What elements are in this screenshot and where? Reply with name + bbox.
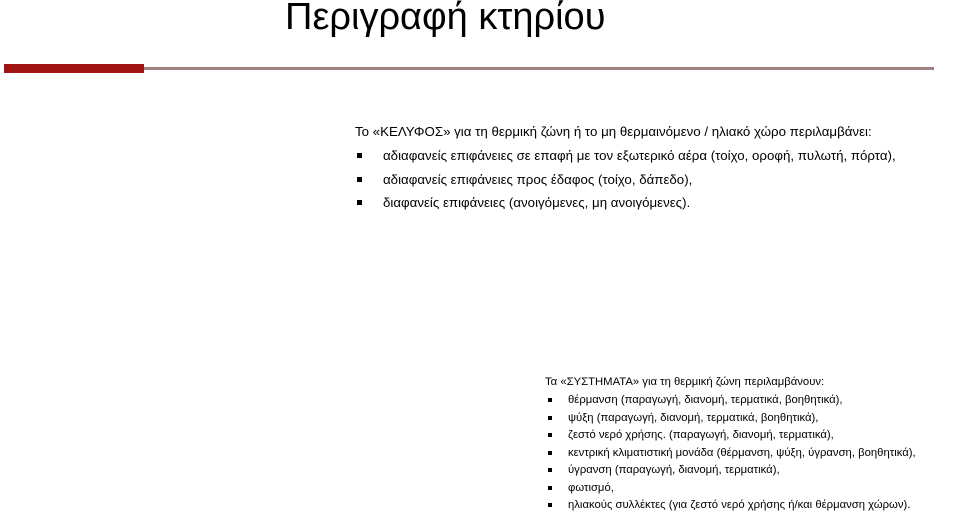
square-bullet-icon [548,486,552,490]
square-bullet-icon [548,398,552,402]
list-item-text: ζεστό νερό χρήσης. (παραγωγή, διανομή, τερματικά), [568,429,834,441]
square-bullet-icon [548,451,552,455]
list-item [545,393,916,411]
page-title: Περιγραφή κτηρίου [285,0,606,38]
divider-accent-block [4,64,144,73]
list-item [545,446,916,464]
square-bullet-icon [548,433,552,437]
list-item [355,194,896,218]
envelope-section [355,123,896,218]
list-item-text: διαφανείς επιφάνειες (ανοιγόμενες, μη ανοιγόμενες). [383,195,691,210]
list-item [355,147,896,171]
square-bullet-icon [548,416,552,420]
square-bullet-icon [357,200,362,205]
envelope-list [355,147,896,218]
list-item-text: αδιαφανείς επιφάνειες σε επαφή με τον εξωτερικό αέρα (τοίχο, οροφή, πυλωτή, πόρτα), [383,148,896,163]
list-item [545,481,916,499]
list-item [545,498,916,516]
list-item [355,171,896,195]
square-bullet-icon [357,153,362,158]
list-item-text: κεντρική κλιματιστική μονάδα (θέρμανση, ψύξη, ύγρανση, βοηθητικά), [568,446,916,459]
list-item-text: θέρμανση (παραγωγή, διανομή, τερματικά, βοηθητικά), [568,394,843,406]
systems-list [545,393,916,516]
list-item-text: ψύξη (παραγωγή, διανομή, τερματικά, βοηθητικά), [568,411,819,424]
list-item-text: ύγρανση (παραγωγή, διανομή, τερματικά), [568,464,780,476]
list-item-text: αδιαφανείς επιφάνειες προς έδαφος (τοίχο, δάπεδο), [383,171,693,187]
list-item-text: ηλιακούς συλλέκτες (για ζεστό νερό χρήσης ή/και θέρμανση χώρων). [568,499,911,511]
envelope-intro: Το «ΚΕΛΥΦΟΣ» για τη θερμική ζώνη ή το μη θερμαινόμενο / ηλιακό χώρο περιλαμβάνει: [355,124,872,139]
square-bullet-icon [357,177,362,182]
square-bullet-icon [548,503,552,507]
list-item [545,463,916,481]
systems-intro: Τα «ΣΥΣΤΗΜΑΤΑ» για τη θερμική ζώνη περιλαμβάνουν: [545,376,825,388]
list-item-text: φωτισμό, [568,481,614,494]
list-item [545,411,916,429]
systems-section [545,375,916,516]
list-item [545,428,916,446]
title-divider [4,64,934,73]
square-bullet-icon [548,468,552,472]
